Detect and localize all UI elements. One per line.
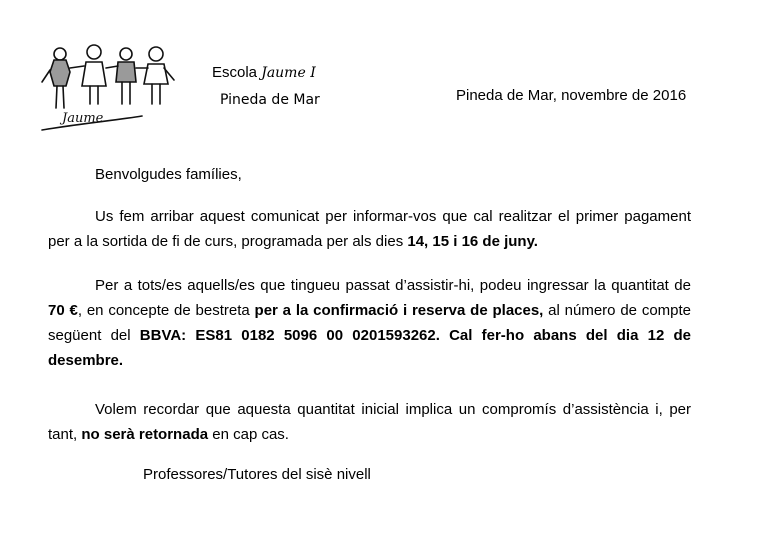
non-refundable-note: no serà retornada	[81, 426, 209, 443]
p2-text-3: al número de compte següent del	[48, 302, 692, 344]
p3-text-1: Volem recordar que aquesta quantitat inicial implica un compromís d’assistència i, per tant,	[48, 401, 691, 443]
school-prefix: Escola	[212, 64, 258, 81]
p2-text-2: , en concepte de bestreta	[77, 302, 255, 319]
greeting: Benvolgudes famílies,	[95, 166, 242, 183]
school-town: Pineda de Mar	[220, 92, 320, 108]
deposit-amount: 70 €	[48, 302, 78, 319]
date-line: Pineda de Mar, novembre de 2016	[456, 87, 687, 104]
trip-dates: 14, 15 i 16 de juny.	[407, 233, 538, 250]
confirmation-note: per a la confirmació i reserva de places,	[254, 302, 544, 319]
p1-text: Us fem arribar aquest comunicat per informar-vos que cal realitzar el primer pagament per a la sortida de fi de curs, programada per als dies	[48, 208, 691, 250]
p3-text-2: en cap cas.	[208, 426, 289, 443]
bank-account-deadline: BBVA: ES81 0182 5096 00 0201593262. Cal fer-ho abans del dia 12 de desembre.	[48, 327, 691, 369]
paragraph-payment-info	[48, 204, 691, 254]
school-logo	[38, 42, 178, 134]
logo-text: Jaume	[62, 111, 104, 126]
school-name	[212, 64, 316, 81]
signature: Professores/Tutores del sisè nivell	[143, 466, 371, 483]
paragraph-deposit	[48, 273, 691, 373]
p2-text-1: Per a tots/es aquells/es que tingueu passat d’assistir-hi, podeu ingressar la quantitat de	[95, 277, 691, 294]
school-script-name: Jaume I	[261, 65, 316, 81]
paragraph-commitment	[48, 397, 691, 447]
